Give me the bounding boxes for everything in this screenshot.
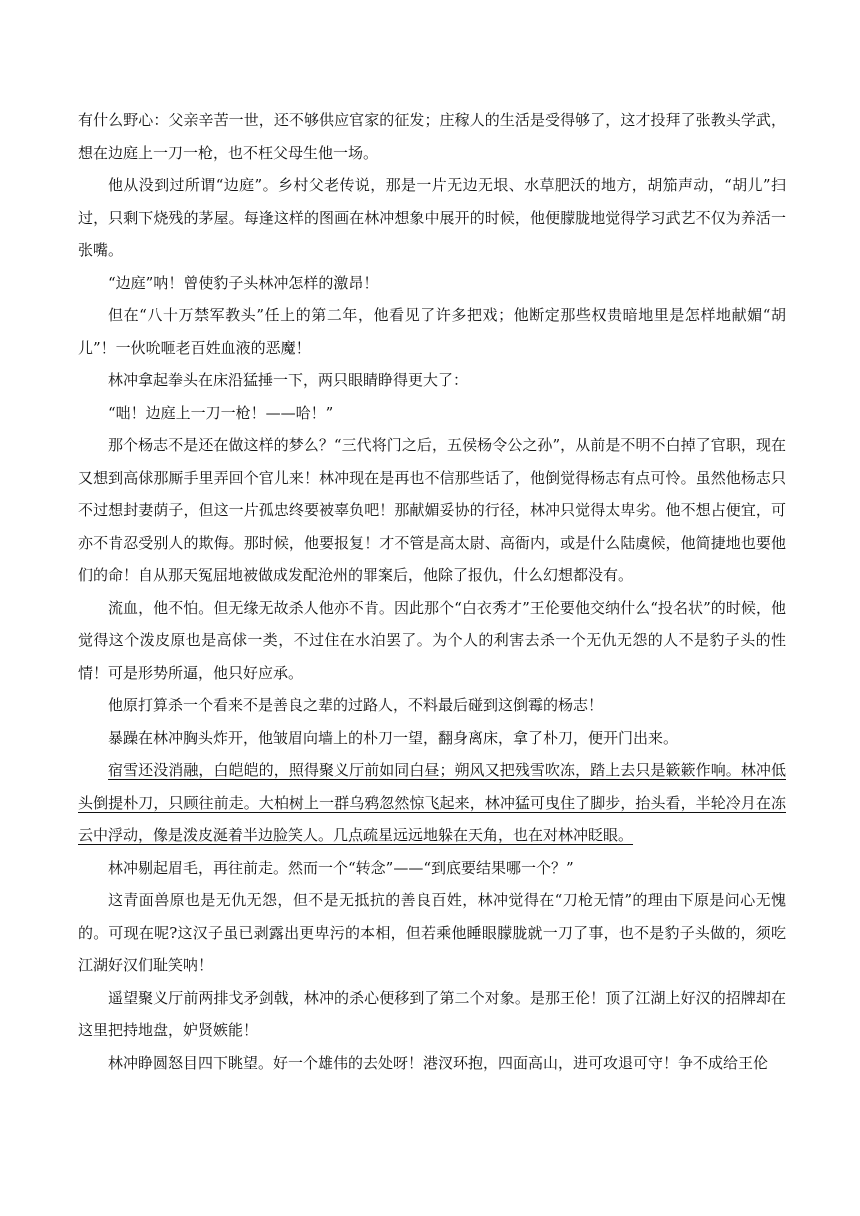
paragraph-10: 暴躁在林冲胸头炸开，他皱眉向墙上的朴刀一望，翻身离床，拿了朴刀，便开门出来。 [108,728,679,747]
paragraph-9: 他原打算杀一个看来不是善良之辈的过路人，不料最后碰到这倒霉的杨志！ [108,696,604,714]
paragraph-2: 他从没到过所谓“边庭”。乡村父老传说，那是一片无边无垠、水草肥沃的地方，胡笳声动，“胡儿”扫过，只剩下烧残的茅屋。每逢这样的图画在林冲想象中展开的时候，他便朦胧地觉得学习武艺不仅为养活一张嘴。 [78,176,786,259]
paragraph-6: “咄！边庭上一刀一枪！——哈！” [108,403,334,422]
paragraph-12: 林冲剔起眉毛，再往前走。然而一个“转念”——“到底要结果哪一个？” [108,858,574,877]
paragraph-5: 林冲拿起拳头在床沿猛捶一下，两只眼睛睁得更大了： [108,371,469,389]
paragraph-7: 那个杨志不是还在做这样的梦么？“三代将门之后，五侯杨令公之孙”，从前是不明不白掉了官职，现在又想到高俅那厮手里弄回个官儿来！林冲现在是再也不信那些话了，他倒觉得杨志有点可怜。虽然他杨志只不过想封妻荫子，但这一片孤忠终要被辜负吧！那献媚妥协的行径，林冲只觉得太卑劣。他不想占便宜，可亦不肯忍受别人的欺侮。那时候，他要报复！才不管是高太尉、高衙内，或是什么陆虞候，他简捷地也要他们的命！自从那天冤屈地被做成发配沧州的罪案后，他除了报仇，什么幻想都没有。 [78,436,786,584]
document-page [78,104,786,1079]
paragraph-13: 这青面兽原也是无仇无怨，但不是无抵抗的善良百姓，林冲觉得在“刀枪无情”的理由下原是问心无愧的。可现在呢?这汉子虽已剥露出更卑污的本相，但若乘他睡眼朦胧就一刀了事，也不是豹子头做的，须吃江湖好汉们耻笑呐！ [78,891,786,974]
paragraph-14: 遥望聚义厅前两排戈矛剑戟，林冲的杀心便移到了第二个对象。是那王伦！顶了江湖上好汉的招牌却在这里把持地盘，妒贤嫉能！ [78,988,786,1039]
paragraph-8: 流血，他不怕。但无缘无故杀人他亦不肯。因此那个“白衣秀才”王伦要他交纳什么“投名状”的时候，他觉得这个泼皮原也是高俅一类，不过住在水泊罢了。为个人的利害去杀一个无仇无怨的人不是豹子头的性情！可是形势所逼，他只好应承。 [78,598,786,682]
paragraph-3: “边庭”呐！曾使豹子头林冲怎样的激昂！ [108,273,379,292]
paragraph-15: 林冲睁圆怒目四下眺望。好一个雄伟的去处呀！港汊环抱，四面高山，进可攻退可守！争不成给王伦 [108,1053,769,1072]
paragraph-4: 但在“八十万禁军教头”任上的第二年，他看见了许多把戏；他断定那些权贵暗地里是怎样地献媚“胡儿”！一伙吮咂老百姓血液的恶魔！ [78,306,786,357]
paragraph-11-underlined: 宿雪还没消融，白皑皑的，照得聚义厅前如同白昼；朔风又把残雪吹冻，踏上去只是簌簌作响。林冲低头倒提朴刀，只顾往前走。大柏树上一群乌鸦忽然惊飞起来，林冲猛可曳住了脚步，抬头看，半轮冷月在冻云中浮动，像是泼皮涎着半边脸笑人。几点疏星远远地躲在天角，也在对林冲眨眼。 [78,761,786,844]
paragraph-1: 有什么野心：父亲辛苦一世，还不够供应官家的征发；庄稼人的生活是受得够了，这才投拜了张教头学武，想在边庭上一刀一枪，也不枉父母生他一场。 [78,111,786,162]
